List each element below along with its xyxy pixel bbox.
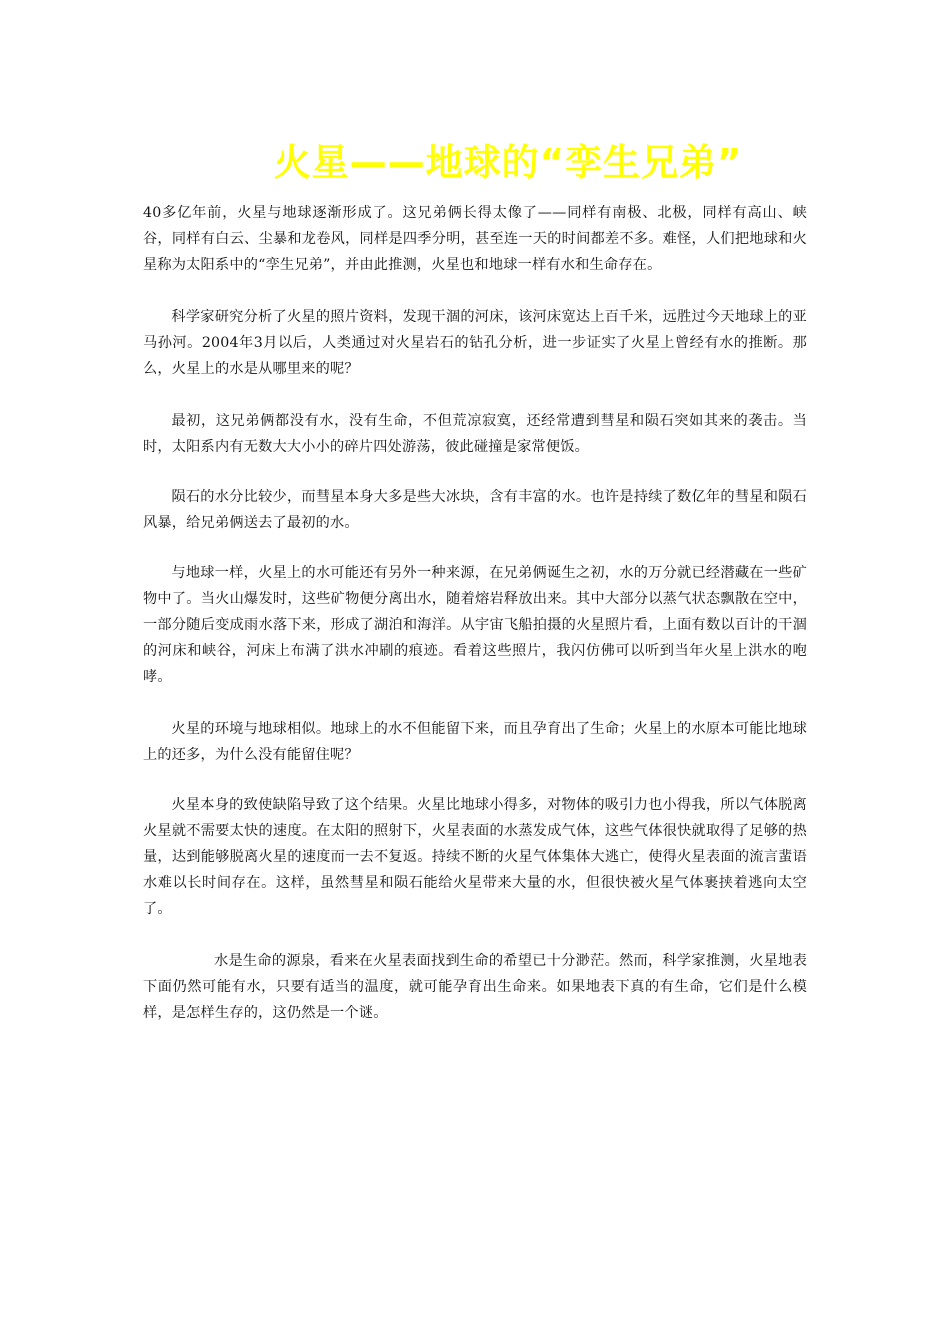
paragraph-1: 40多亿年前，火星与地球逐渐形成了。这兄弟俩长得太像了——同样有南极、北极，同样有高山、峡谷，同样有白云、尘暴和龙卷风，同样是四季分明，甚至连一天的时间都差不多。难怪，人们把地球和火星称为太阳系中的“孪生兄弟”，并由此推测，火星也和地球一样有水和生命存在。 [143, 205, 807, 273]
paragraph-6: 火星的环境与地球相似。地球上的水不但能留下来，而且孕育出了生命；火星上的水原本可能比地球上的还多，为什么没有能留住呢？ [143, 721, 807, 763]
paragraph-2: 科学家研究分析了火星的照片资料，发现干涸的河床，该河床宽达上百千米，远胜过今天地球上的亚马孙河。2004年3月以后，人类通过对火星岩石的钻孔分析，进一步证实了火星上曾经有水的推断。那么，火星上的水是从哪里来的呢？ [143, 309, 807, 377]
document-title: 火星——地球的“孪生兄弟” [273, 141, 743, 184]
paragraph-8: 水是生命的源泉，看来在火星表面找到生命的希望已十分渺茫。然而，科学家推测，火星地表下面仍然可能有水，只要有适当的温度，就可能孕育出生命来。如果地表下真的有生命，它们是什么模样，是怎样生存的，这仍然是一个谜。 [143, 953, 807, 1021]
paragraph-5: 与地球一样，火星上的水可能还有另外一种来源，在兄弟俩诞生之初，水的万分就已经潜藏在一些矿物中了。当火山爆发时，这些矿物便分离出水，随着熔岩释放出来。其中大部分以蒸气状态飘散在空中，一部分随后变成雨水落下来，形成了湖泊和海洋。从宇宙飞船拍摄的火星照片看，上面有数以百计的干涸的河床和峡谷，河床上布满了洪水冲刷的痕迹。看着这些照片，我闪仿佛可以听到当年火星上洪水的咆哮。 [143, 565, 807, 685]
document-body [143, 200, 807, 1052]
paragraph-3: 最初，这兄弟俩都没有水，没有生命，不但荒凉寂寞，还经常遭到彗星和陨石突如其来的袭击。当时，太阳系内有无数大大小小的碎片四处游荡，彼此碰撞是家常便饭。 [143, 413, 807, 455]
paragraph-4: 陨石的水分比较少，而彗星本身大多是些大冰块，含有丰富的水。也许是持续了数亿年的彗星和陨石风暴，给兄弟俩送去了最初的水。 [143, 489, 807, 531]
paragraph-7: 火星本身的致使缺陷导致了这个结果。火星比地球小得多，对物体的吸引力也小得我，所以气体脱离火星就不需要太快的速度。在太阳的照射下，火星表面的水蒸发成气体，这些气体很快就取得了足够的热量，达到能够脱离火星的速度而一去不复返。持续不断的火星气体集体大逃亡，使得火星表面的流言蜚语水难以长时间存在。这样，虽然彗星和陨石能给火星带来大量的水，但很快被火星气体裹挟着逃向太空了。 [143, 797, 807, 917]
